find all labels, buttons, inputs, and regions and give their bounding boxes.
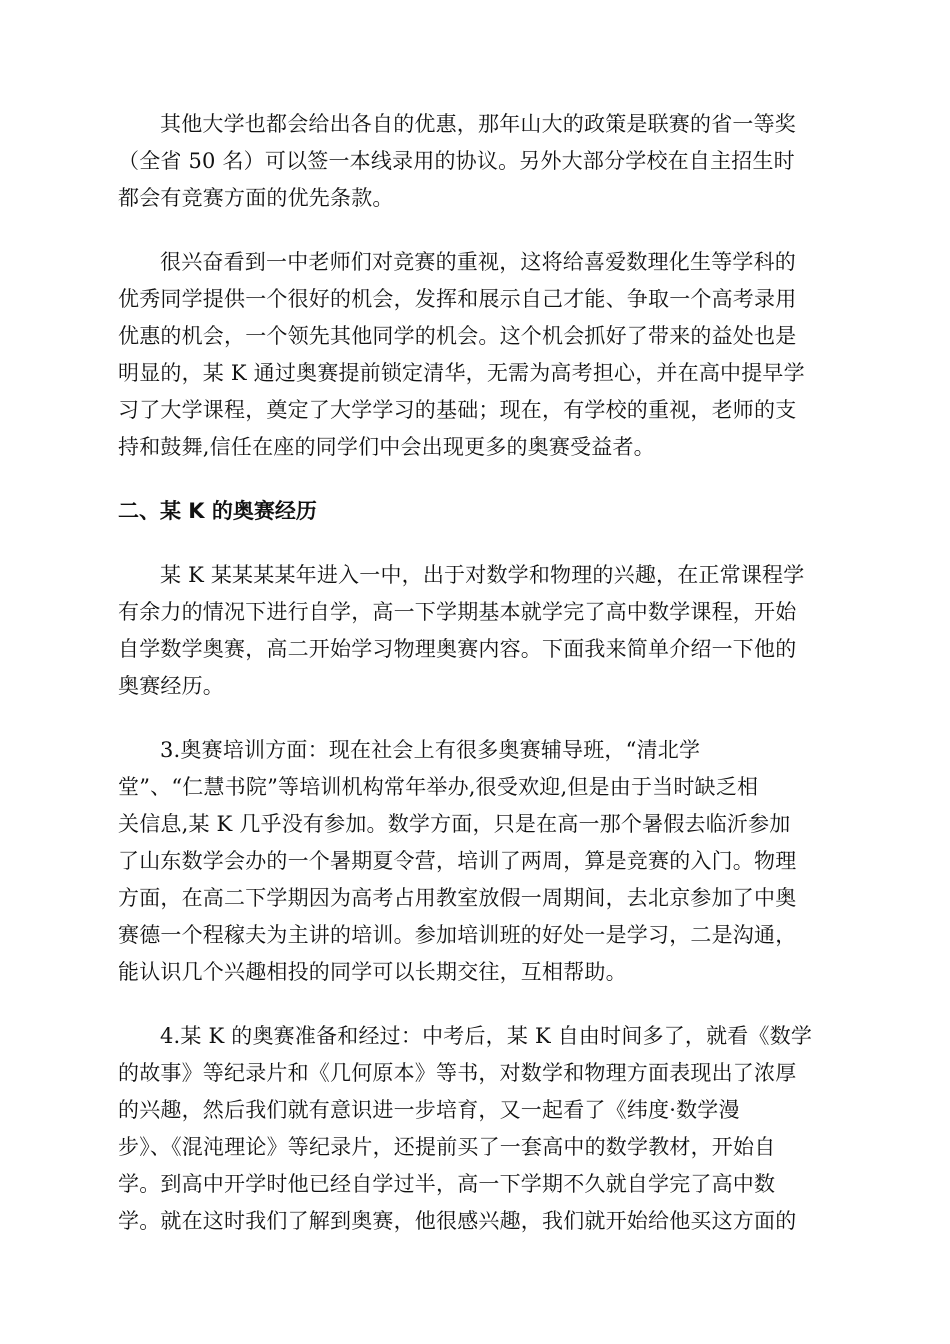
text-line: 明显的，某 K 通过奥赛提前锁定清华，无需为高考担心，并在高中提早学 [118,361,805,385]
text-line: （全省 50 名）可以签一本线录用的协议。另外大部分学校在自主招生时 [118,149,795,173]
document-page [118,106,832,1267]
text-line: 学。到高中开学时他已经自学过半，高一下学期不久就自学完了高中数 [118,1172,776,1196]
paragraph-teachers-attention [118,244,832,466]
text-line: 了山东数学会办的一个暑期夏令营，培训了两周，算是竞赛的入门。物理 [118,849,797,873]
text-line: 有余力的情况下进行自学，高一下学期基本就学完了高中数学课程，开始 [118,600,797,624]
text-line: 某 K 某某某某年进入一中，出于对数学和物理的兴趣，在正常课程学 [160,563,805,587]
text-line: 奥赛经历。 [118,674,224,698]
section-heading: 二、某 K 的奥赛经历 [118,499,317,523]
text-line: 优惠的机会，一个领先其他同学的机会。这个机会抓好了带来的益处也是 [118,324,797,348]
text-line: 能认识几个兴趣相投的同学可以长期交往，互相帮助。 [118,960,627,984]
text-line: 很兴奋看到一中老师们对竞赛的重视，这将给喜爱数理化生等学科的 [160,250,796,274]
text-line: 学。就在这时我们了解到奥赛，他很感兴趣，我们就开始给他买这方面的 [118,1209,797,1233]
text-line: 其他大学也都会给出各自的优惠，那年山大的政策是联赛的省一等奖 [160,112,796,136]
text-line: 堂”、“仁慧书院”等培训机构常年举办,很受欢迎,但是由于当时缺乏相 [118,775,759,799]
text-line: 自学数学奥赛，高二开始学习物理奥赛内容。下面我来简单介绍一下他的 [118,637,797,661]
text-line: 的故事》等纪录片和《几何原本》等书，对数学和物理方面表现出了浓厚 [118,1061,797,1085]
text-line: 的兴趣，然后我们就有意识进一步培育，又一起看了《纬度·数学漫 [118,1098,740,1122]
paragraph-university-preferences [118,106,832,217]
paragraph-training [118,732,832,991]
text-line: 3.奥赛培训方面：现在社会上有很多奥赛辅导班，“清北学 [160,738,701,762]
text-line: 关信息,某 K 几乎没有参加。数学方面，只是在高一那个暑假去临沂参加 [118,812,791,836]
text-line: 习了大学课程，奠定了大学学习的基础；现在，有学校的重视，老师的支 [118,398,797,422]
paragraph-preparation [118,1018,832,1240]
text-line: 4.某 K 的奥赛准备和经过：中考后，某 K 自由时间多了，就看《数学 [160,1024,813,1048]
text-line: 方面，在高二下学期因为高考占用教室放假一周期间，去北京参加了中奥 [118,886,797,910]
paragraph-entry-self-study [118,557,832,705]
text-line: 优秀同学提供一个很好的机会，发挥和展示自己才能、争取一个高考录用 [118,287,797,311]
text-line: 步》、《混沌理论》等纪录片，还提前买了一套高中的数学教材，开始自 [118,1135,776,1159]
text-line: 持和鼓舞,信任在座的同学们中会出现更多的奥赛受益者。 [118,435,655,459]
text-line: 都会有竞赛方面的优先条款。 [118,186,394,210]
text-line: 赛德一个程稼夫为主讲的培训。参加培训班的好处一是学习，二是沟通， [118,923,797,947]
